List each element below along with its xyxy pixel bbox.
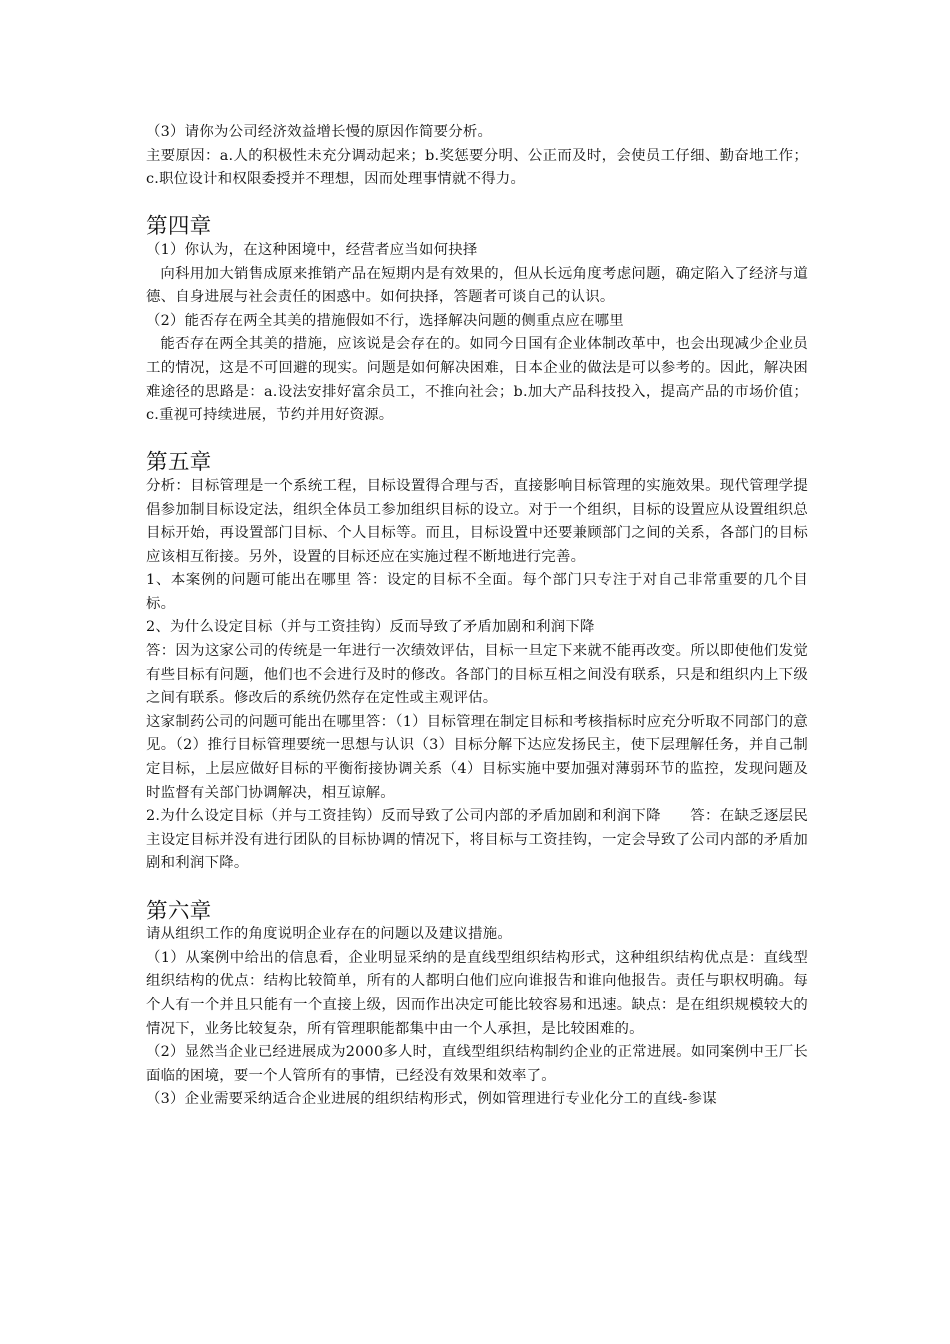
question-3: （3）请你为公司经济效益增长慢的原因作简要分析。 bbox=[146, 124, 493, 140]
document-page bbox=[146, 121, 808, 1112]
chapter-4-question-1: （1）你认为，在这种困境中，经营者应当如何抉择 bbox=[146, 241, 478, 258]
chapter-4-title: 第四章 bbox=[146, 214, 212, 240]
chapter-5-analysis: 分析：目标管理是一个系统工程，目标设置得合理与否，直接影响目标管理的实施效果。现代管理学提倡参加制目标设定法，组织全体员工参加组织目标的设立。对于一个组织，目标的设置应从设置组织总目标开始，再设置部门目标、个人目标等。而且，目标设置中还要兼顾部门之间的关系，各部门的目标应该相互衔接。另外，设置的目标还应在实施过程不断地进行完善。 bbox=[146, 477, 808, 565]
chapter-5-question-1: 1、本案例的问题可能出在哪里 答：设定的目标不全面。每个部门只专注于对自己非常重要的几个目标。 bbox=[146, 572, 808, 612]
answer-main-reasons: 主要原因：a.人的积极性未充分调动起来；b.奖惩要分明、公正而及时，会使员工仔细、勤奋地工作；c.职位设计和权限委授并不理想，因而处理事情就不得力。 bbox=[146, 147, 808, 188]
section-chapter-6 bbox=[146, 900, 808, 1112]
chapter-6-point-2: （2）显然当企业已经进展成为2000多人时，直线型组织结构制约企业的正常进展。如同案例中王厂长面临的困境，要一个人管所有的事情，已经没有效果和效率了。 bbox=[146, 1044, 808, 1084]
chapter-5-question-2-repeat: 2.为什么设定目标（并与工资挂钩）反而导致了公司内部的矛盾加剧和利润下降 答：在缺乏逐层民主设定目标并没有进行团队的目标协调的情况下，将目标与工资挂钩，一定会导致了公司内部的矛盾加剧和利润下降。 bbox=[146, 808, 808, 872]
chapter-5-answer-2: 答：因为这家公司的传统是一年进行一次绩效评估，目标一旦定下来就不能再改变。所以即使他们发觉有些目标有问题，他们也不会进行及时的修改。各部门的目标互相之间没有联系，只是和组织内上下级之间有联系。修改后的系统仍然存在定性或主观评估。 bbox=[146, 643, 808, 707]
chapter-6-title: 第六章 bbox=[146, 898, 212, 924]
section-chapter-5 bbox=[146, 451, 808, 876]
chapter-6-prompt: 请从组织工作的角度说明企业存在的问题以及建议措施。 bbox=[146, 926, 513, 943]
chapter-5-question-2: 2、为什么设定目标（并与工资挂钩）反而导致了矛盾加剧和利润下降 bbox=[146, 619, 595, 636]
section-chapter-4 bbox=[146, 215, 808, 427]
chapter-4-answer-2: 能否存在两全其美的措施，应该说是会存在的。如同今日国有企业体制改革中，也会出现减少企业员工的情况，这是不可回避的现实。问题是如何解决困难，日本企业的做法是可以参考的。因此，解决困难途径的思路是：a.设法安排好富余员工，不推向社会；b.加大产品科技投入，提高产品的市场价值；c.重视可持续进展，节约并用好资源。 bbox=[146, 336, 808, 424]
chapter-6-point-3: （3）企业需要采纳适合企业进展的组织结构形式，例如管理进行专业化分工的直线-参谋 bbox=[146, 1091, 717, 1108]
chapter-4-question-2: （2）能否存在两全其美的措施假如不行，选择解决问题的侧重点应在哪里 bbox=[146, 312, 624, 329]
chapter-5-title: 第五章 bbox=[146, 450, 212, 476]
section-analysis-continued bbox=[146, 121, 808, 192]
chapter-6-point-1: （1）从案例中给出的信息看，企业明显采纳的是直线型组织结构形式，这种组织结构优点是：直线型组织结构的优点：结构比较简单，所有的人都明白他们应向谁报告和谁向他报告。责任与职权明确。每个人有一个并且只能有一个直接上级，因而作出决定可能比较容易和迅速。缺点：是在组织规模较大的情况下，业务比较复杂，所有管理职能都集中由一个人承担，是比较困难的。 bbox=[146, 949, 808, 1037]
chapter-4-answer-1: 向科用加大销售成原来推销产品在短期内是有效果的，但从长远角度考虑问题，确定陷入了经济与道德、自身进展与社会责任的困惑中。如何抉择，答题者可谈自己的认识。 bbox=[146, 265, 808, 306]
chapter-5-pharma-question: 这家制药公司的问题可能出在哪里答：（1）目标管理在制定目标和考核指标时应充分听取不同部门的意见。（2）推行目标管理要统一思想与认识（3）目标分解下达应发扬民主，使下层理解任务，并自己制定目标，上层应做好目标的平衡衔接协调关系（4）目标实施中要加强对薄弱环节的监控，发现问题及时监督有关部门协调解决，相互谅解。 bbox=[146, 713, 808, 801]
